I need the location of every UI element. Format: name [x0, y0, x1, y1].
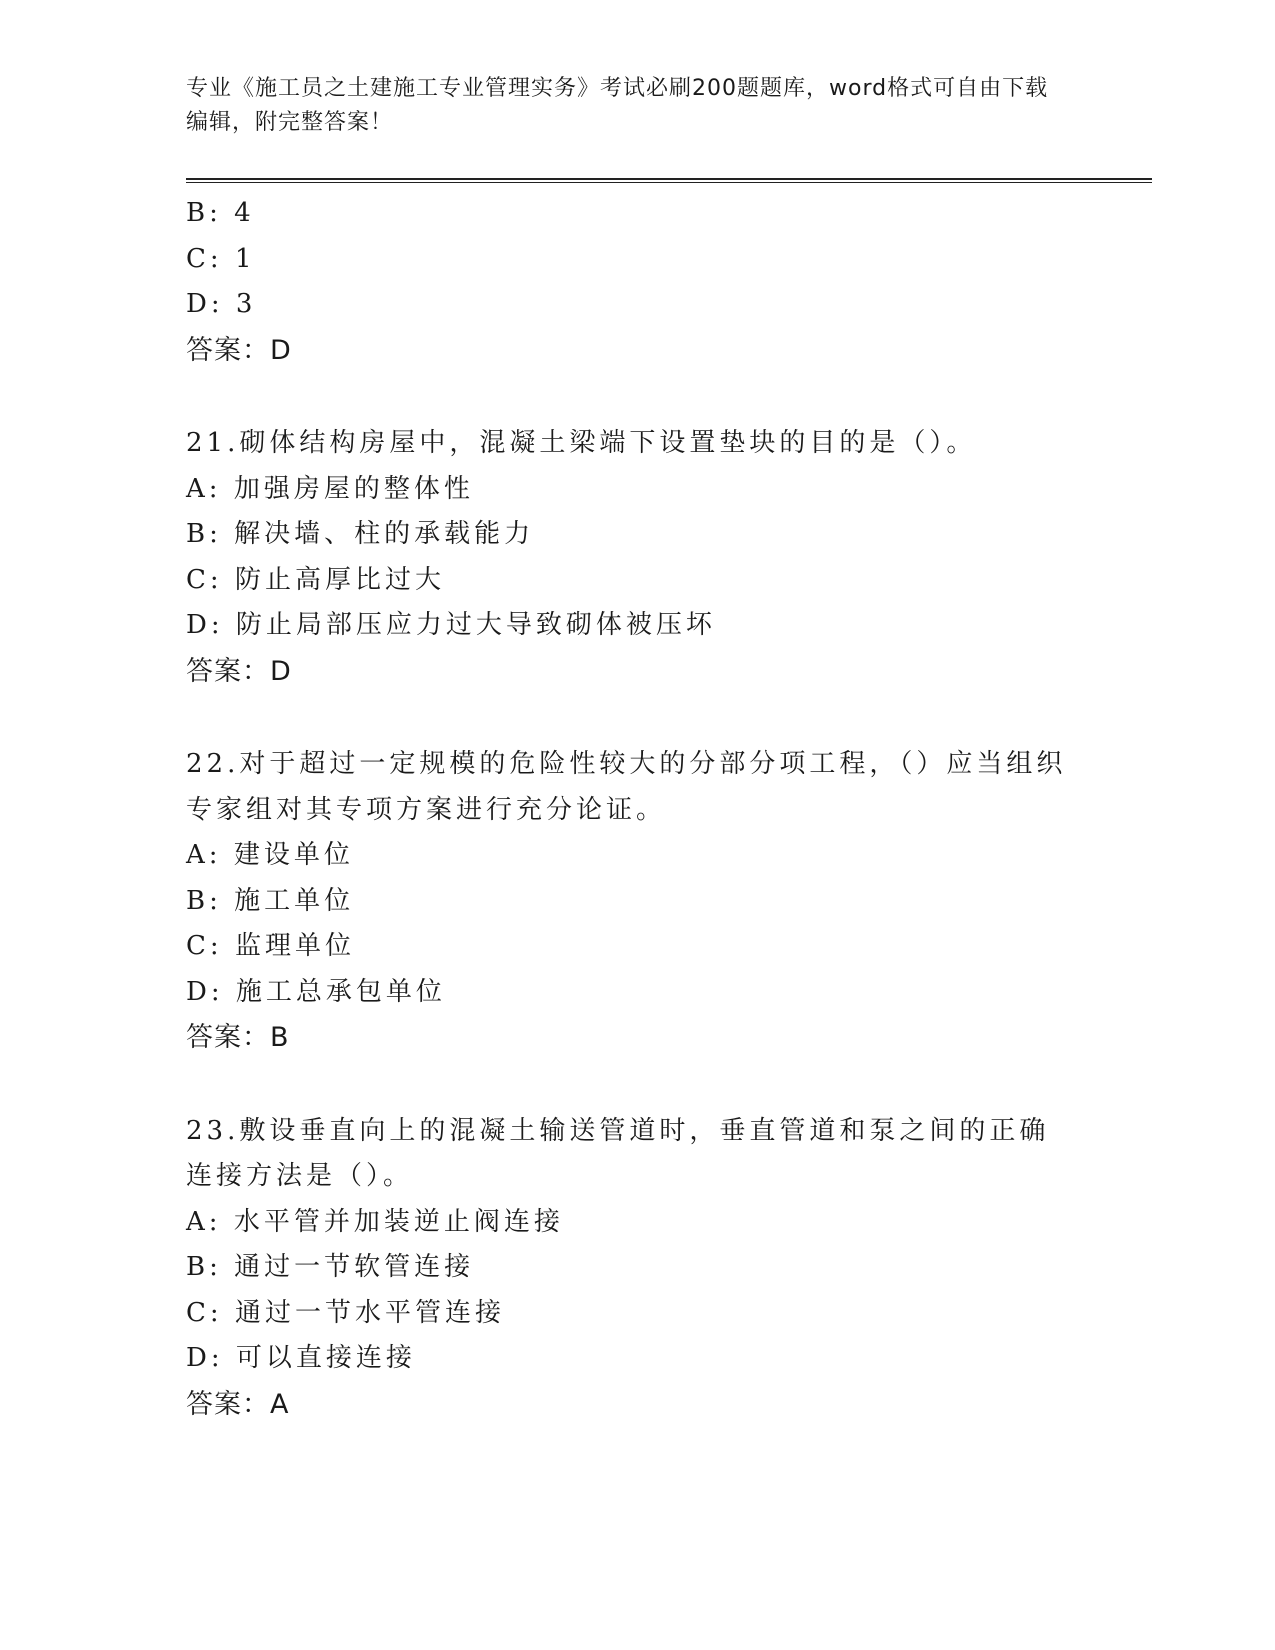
option-label: D — [186, 289, 211, 319]
option-text: 加强房屋的整体性 — [233, 473, 474, 504]
option-label: D — [186, 976, 211, 1007]
question-stem: 22.对于超过一定规模的危险性较大的分部分项工程，（）应当组织专家组对其专项方案进行充分论证。 — [186, 749, 1067, 825]
option-separator: : — [210, 1343, 236, 1373]
option-text: 3 — [235, 289, 257, 319]
option-text: 防止高厚比过大 — [234, 564, 445, 595]
header-divider — [186, 178, 1152, 183]
option-separator: : — [208, 840, 234, 870]
option-row — [186, 1245, 1086, 1291]
question-stem: 23.敷设垂直向上的混凝土输送管道时，垂直管道和泵之间的正确连接方法是（）。 — [186, 1115, 1050, 1191]
option-separator: : — [210, 289, 236, 319]
option-row — [186, 237, 1086, 283]
option-separator: : — [209, 519, 235, 549]
option-separator: : — [209, 1252, 235, 1282]
option-label: D — [186, 610, 211, 640]
answer-label: 答案： — [186, 1022, 270, 1053]
answer-value: B — [270, 1022, 290, 1053]
answer-value: D — [270, 655, 292, 687]
option-text: 通过一节水平管连接 — [234, 1297, 505, 1328]
page-header-title: 专业《施工员之土建施工专业管理实务》考试必刷200题题库，word格式可自由下载编辑，附完整答案！ — [186, 76, 1049, 135]
option-text: 施工单位 — [234, 885, 355, 916]
option-separator: : — [208, 1206, 234, 1237]
answer-label: 答案： — [186, 1388, 270, 1420]
option-row — [186, 1200, 1086, 1246]
option-text: 水平管并加装逆止阀连接 — [233, 1206, 564, 1237]
option-separator: : — [209, 243, 235, 274]
option-row — [186, 833, 1086, 879]
option-text: 可以直接连接 — [235, 1343, 416, 1373]
prev-question-options — [186, 191, 1086, 373]
option-separator: : — [208, 473, 234, 504]
option-label: A — [186, 473, 209, 504]
answer-value: D — [270, 334, 292, 366]
question-23 — [186, 1109, 1086, 1428]
question-stem: 21.砌体结构房屋中，混凝土梁端下设置垫块的目的是（）。 — [186, 428, 977, 458]
answer-row — [186, 649, 1086, 695]
option-separator: : — [210, 610, 236, 640]
option-label: B — [186, 885, 210, 916]
answer-value: A — [270, 1388, 290, 1420]
answer-label: 答案： — [186, 334, 270, 366]
option-row — [186, 558, 1086, 604]
option-row — [186, 512, 1086, 558]
option-separator: : — [209, 1297, 235, 1328]
option-label: C — [186, 1297, 210, 1328]
question-21 — [186, 421, 1086, 694]
option-separator: : — [209, 564, 235, 595]
option-label: B — [186, 198, 210, 228]
option-label: B — [186, 1252, 210, 1282]
option-text: 解决墙、柱的承载能力 — [234, 519, 535, 549]
option-text: 防止局部压应力过大导致砌体被压坏 — [235, 610, 716, 640]
option-text: 1 — [234, 243, 256, 274]
option-row — [186, 970, 1086, 1016]
option-row — [186, 282, 1086, 328]
answer-row — [186, 328, 1086, 374]
option-separator: : — [209, 198, 235, 228]
option-label: B — [186, 519, 210, 549]
option-row — [186, 924, 1086, 970]
answer-label: 答案： — [186, 655, 270, 687]
option-row — [186, 879, 1086, 925]
option-label: C — [186, 243, 210, 274]
option-text: 监理单位 — [234, 931, 355, 961]
option-label: C — [186, 931, 210, 961]
option-label: D — [186, 1343, 211, 1373]
option-text: 建设单位 — [233, 840, 354, 870]
option-separator: : — [209, 931, 235, 961]
option-row — [186, 1336, 1086, 1382]
option-row — [186, 467, 1086, 513]
question-22 — [186, 742, 1086, 1061]
document-body — [186, 191, 1086, 1427]
answer-row — [186, 1382, 1086, 1428]
option-label: C — [186, 564, 210, 595]
option-label: A — [186, 840, 209, 870]
option-text: 通过一节软管连接 — [234, 1252, 475, 1282]
option-separator: : — [210, 976, 236, 1007]
option-text: 4 — [234, 198, 255, 228]
option-row — [186, 1291, 1086, 1337]
option-row — [186, 191, 1086, 237]
option-label: A — [186, 1206, 209, 1237]
option-row — [186, 603, 1086, 649]
answer-row — [186, 1015, 1086, 1061]
option-separator: : — [209, 885, 235, 916]
option-text: 施工总承包单位 — [235, 976, 446, 1007]
